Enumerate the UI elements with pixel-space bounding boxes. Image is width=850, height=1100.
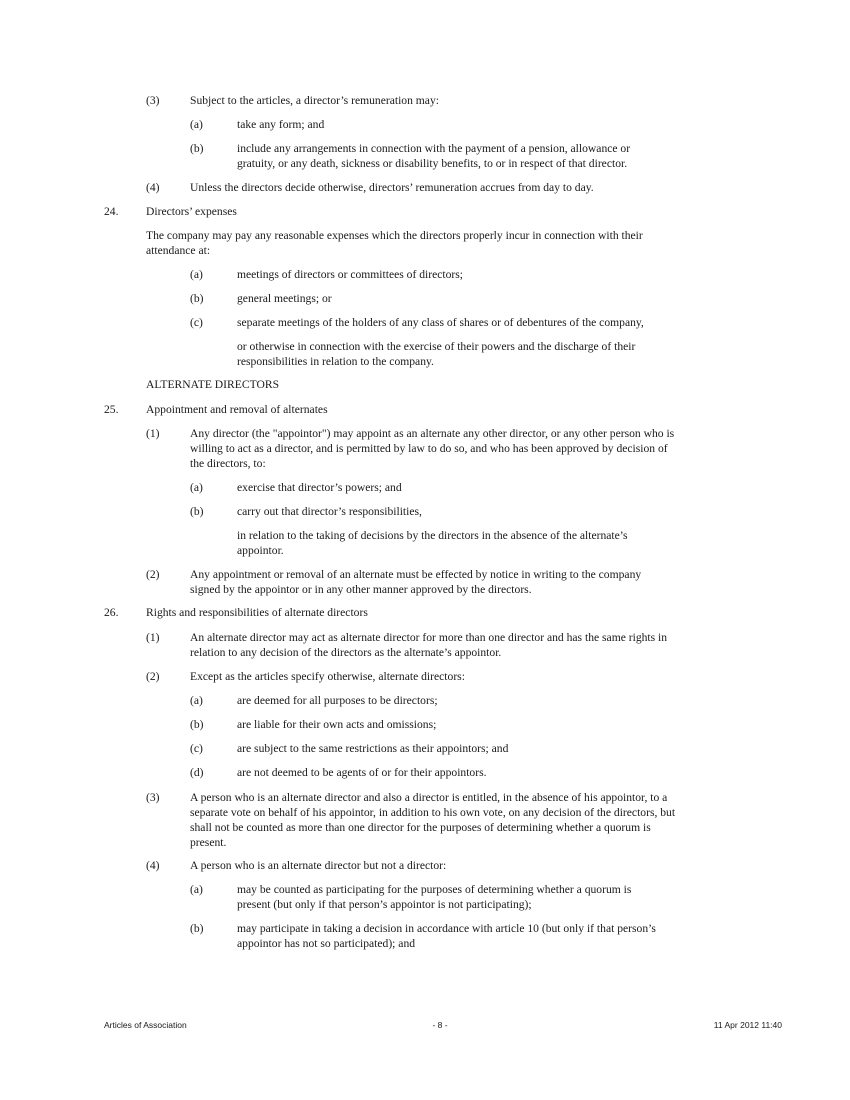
article-number: 25. bbox=[104, 403, 119, 416]
item-label: (b) bbox=[190, 505, 204, 518]
item-text: separate meetings of the holders of any class of shares or of debentures of the company, bbox=[237, 316, 644, 329]
clause-tail: in relation to the taking of decisions by the directors in the absence of the alternate’s appointor. bbox=[237, 529, 628, 557]
clause-number: (4) bbox=[146, 181, 160, 194]
item-text: include any arrangements in connection with the payment of a pension, allowance or gratuity, or any death, sickness or disability benefits, to or in respect of that director. bbox=[237, 142, 631, 170]
article-number: 24. bbox=[104, 205, 119, 218]
clause-text: A person who is an alternate director and also a director is entitled, in the absence of his appointor, to a separate vote on behalf of his appointor, in addition to his own vote, on any decision of the directors, but shall not be counted as more than one director for the purposes of determining whether a quorum is present. bbox=[190, 791, 676, 849]
clause-text: Any director (the "appointor") may appoint as an alternate any other director, or any other person who is willing to act as a director, and is permitted by law to do so, and who has been approved by decision of the directors, to: bbox=[190, 427, 675, 470]
clause-number: (2) bbox=[146, 670, 160, 683]
clause-text: Except as the articles specify otherwise, alternate directors: bbox=[190, 670, 465, 683]
clause-number: (3) bbox=[146, 791, 160, 804]
article-heading: Appointment and removal of alternates bbox=[146, 403, 328, 416]
item-text: carry out that director’s responsibilities, bbox=[237, 505, 422, 518]
item-label: (c) bbox=[190, 742, 203, 755]
item-text: may participate in taking a decision in accordance with article 10 (but only if that person’s appointor has not so participated); and bbox=[237, 922, 656, 950]
item-label: (b) bbox=[190, 142, 204, 155]
article-intro: The company may pay any reasonable expenses which the directors properly incur in connection with their attendance at: bbox=[146, 229, 643, 257]
item-text: are not deemed to be agents of or for their appointors. bbox=[237, 766, 487, 779]
footer-document-title: Articles of Association bbox=[104, 1020, 187, 1030]
clause-number: (2) bbox=[146, 568, 160, 581]
article-tail: or otherwise in connection with the exercise of their powers and the discharge of their responsibilities in relation to the company. bbox=[237, 340, 636, 368]
item-text: meetings of directors or committees of directors; bbox=[237, 268, 464, 281]
footer-page-number: - 8 - bbox=[432, 1020, 448, 1030]
clause-text: A person who is an alternate director but not a director: bbox=[190, 859, 447, 872]
item-label: (b) bbox=[190, 718, 204, 731]
item-text: may be counted as participating for the purposes of determining whether a quorum is present (but only if that person’s appointor is not participating); bbox=[237, 883, 632, 911]
item-label: (c) bbox=[190, 316, 203, 329]
item-text: take any form; and bbox=[237, 118, 325, 131]
article-heading: Directors’ expenses bbox=[146, 205, 237, 218]
item-text: general meetings; or bbox=[237, 292, 332, 305]
clause-number: (1) bbox=[146, 631, 160, 644]
article-number: 26. bbox=[104, 606, 119, 619]
item-label: (a) bbox=[190, 883, 203, 896]
item-text: are subject to the same restrictions as their appointors; and bbox=[237, 742, 509, 755]
item-label: (a) bbox=[190, 118, 203, 131]
item-label: (b) bbox=[190, 292, 204, 305]
clause-text: Unless the directors decide otherwise, directors’ remuneration accrues from day to day. bbox=[190, 181, 594, 194]
clause-text: Any appointment or removal of an alternate must be effected by notice in writing to the company signed by the appointor or in any other manner approved by the directors. bbox=[190, 568, 642, 596]
clause-number: (3) bbox=[146, 94, 160, 107]
clause-text: Subject to the articles, a director’s remuneration may: bbox=[190, 94, 439, 107]
item-label: (b) bbox=[190, 922, 204, 935]
clause-number: (4) bbox=[146, 859, 160, 872]
item-label: (d) bbox=[190, 766, 204, 779]
clause-text: An alternate director may act as alternate director for more than one director and has the same rights in relation to any decision of the directors as the alternate’s appointor. bbox=[190, 631, 668, 659]
section-heading: ALTERNATE DIRECTORS bbox=[146, 378, 280, 391]
item-label: (a) bbox=[190, 268, 203, 281]
item-label: (a) bbox=[190, 481, 203, 494]
item-label: (a) bbox=[190, 694, 203, 707]
item-text: are deemed for all purposes to be directors; bbox=[237, 694, 438, 707]
item-text: exercise that director’s powers; and bbox=[237, 481, 402, 494]
article-heading: Rights and responsibilities of alternate directors bbox=[146, 606, 368, 619]
item-text: are liable for their own acts and omissions; bbox=[237, 718, 437, 731]
footer-timestamp: 11 Apr 2012 11:40 bbox=[713, 1020, 782, 1030]
clause-number: (1) bbox=[146, 427, 160, 440]
